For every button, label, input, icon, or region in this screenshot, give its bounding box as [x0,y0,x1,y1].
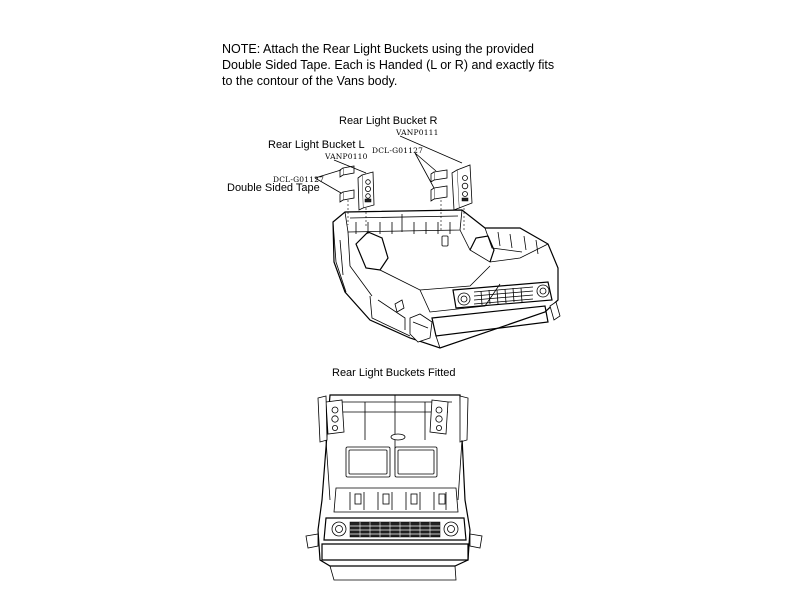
bucket-l-code: VANP0110 [325,152,368,161]
fitted-bucket-right [430,400,448,434]
bucket-r-code: VANP0111 [396,128,439,137]
rear-light-bucket-r [452,165,472,210]
note-line-2: Double Sided Tape. Each is Handed (L or R) and exactly fits [222,58,555,72]
tape-l-code: DCL-G01127 [273,175,325,184]
van-body-rear-view [306,395,482,580]
fitted-caption: Rear Light Buckets Fitted [332,367,456,379]
double-sided-tape-l [340,166,354,202]
note-line-1: NOTE: Attach the Rear Light Buckets using the provided [222,42,534,56]
tape-label: Double Sided Tape [227,182,320,194]
fitted-bucket-left [326,400,344,434]
bucket-l-label: Rear Light Bucket L [268,139,365,151]
double-sided-tape-r [431,170,447,201]
rear-light-bucket-l [358,172,374,210]
van-body-isometric [333,210,560,348]
note-line-3: to the contour of the Vans body. [222,74,398,88]
tape-r-code: DCL-G01127 [372,146,424,155]
bucket-r-label: Rear Light Bucket R [339,115,438,127]
